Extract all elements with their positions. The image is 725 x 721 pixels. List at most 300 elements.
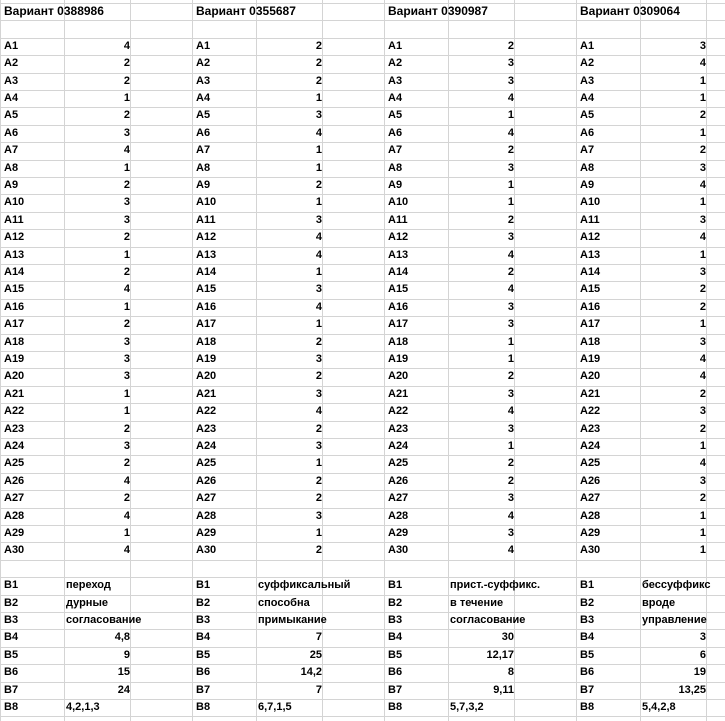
answer-value-a[interactable]: 4	[507, 283, 514, 295]
answer-value-b[interactable]: управление	[642, 614, 707, 626]
answer-value-a[interactable]: 1	[699, 318, 706, 330]
answer-value-a[interactable]: 2	[699, 144, 706, 156]
answer-label-b[interactable]: B2	[580, 597, 595, 609]
answer-label-a[interactable]: A7	[388, 144, 403, 156]
answer-label-a[interactable]: A10	[388, 196, 409, 208]
answer-label-a[interactable]: A9	[196, 179, 211, 191]
answer-label-b[interactable]: B6	[4, 666, 19, 678]
answer-value-a[interactable]: 2	[123, 75, 130, 87]
answer-value-a[interactable]: 2	[699, 301, 706, 313]
answer-value-a[interactable]: 1	[123, 405, 130, 417]
answer-label-a[interactable]: A24	[388, 440, 409, 452]
answer-value-a[interactable]: 1	[699, 440, 706, 452]
answer-value-a[interactable]: 2	[123, 231, 130, 243]
answer-label-a[interactable]: A29	[388, 527, 409, 539]
variant-title[interactable]: Вариант 0390987	[388, 4, 488, 18]
answer-value-a[interactable]: 2	[507, 457, 514, 469]
answer-value-b[interactable]: 9	[123, 649, 130, 661]
answer-label-b[interactable]: B8	[196, 701, 211, 713]
answer-label-b[interactable]: B5	[388, 649, 403, 661]
answer-label-a[interactable]: A6	[196, 127, 211, 139]
answer-label-a[interactable]: A17	[4, 318, 25, 330]
answer-label-b[interactable]: B8	[388, 701, 403, 713]
answer-value-b[interactable]: 7	[315, 631, 322, 643]
answer-value-a[interactable]: 4	[123, 144, 130, 156]
answer-label-b[interactable]: B5	[196, 649, 211, 661]
answer-value-a[interactable]: 2	[123, 318, 130, 330]
answer-value-a[interactable]: 1	[699, 249, 706, 261]
answer-value-a[interactable]: 2	[699, 388, 706, 400]
answer-value-b[interactable]: 25	[309, 649, 322, 661]
answer-label-a[interactable]: A1	[580, 40, 595, 52]
answer-value-a[interactable]: 1	[699, 527, 706, 539]
answer-value-a[interactable]: 4	[699, 231, 706, 243]
answer-label-b[interactable]: B8	[4, 701, 19, 713]
answer-label-a[interactable]: A14	[388, 266, 409, 278]
answer-label-b[interactable]: B4	[388, 631, 403, 643]
answer-label-a[interactable]: A2	[388, 57, 403, 69]
answer-value-b[interactable]: вроде	[642, 597, 676, 609]
answer-value-b[interactable]: 30	[501, 631, 514, 643]
answer-value-a[interactable]: 2	[123, 57, 130, 69]
answer-label-b[interactable]: B1	[388, 579, 403, 591]
answer-value-a[interactable]: 3	[699, 214, 706, 226]
answer-value-b[interactable]: прист.-суффикс.	[450, 579, 541, 591]
answer-value-a[interactable]: 3	[699, 162, 706, 174]
answer-label-a[interactable]: A23	[580, 423, 601, 435]
answer-label-a[interactable]: A18	[388, 336, 409, 348]
answer-label-a[interactable]: A5	[388, 109, 403, 121]
answer-value-a[interactable]: 1	[507, 353, 514, 365]
answer-value-a[interactable]: 4	[123, 544, 130, 556]
answer-value-a[interactable]: 2	[507, 144, 514, 156]
answer-value-a[interactable]: 1	[123, 92, 130, 104]
answer-label-a[interactable]: A9	[580, 179, 595, 191]
answer-label-a[interactable]: A1	[196, 40, 211, 52]
answer-label-b[interactable]: B3	[580, 614, 595, 626]
answer-label-b[interactable]: B6	[388, 666, 403, 678]
answer-label-a[interactable]: A12	[196, 231, 217, 243]
answer-label-a[interactable]: A24	[580, 440, 601, 452]
answer-label-a[interactable]: A29	[580, 527, 601, 539]
answer-value-a[interactable]: 4	[315, 231, 322, 243]
answer-label-a[interactable]: A26	[4, 475, 25, 487]
answer-label-a[interactable]: A18	[4, 336, 25, 348]
answer-value-a[interactable]: 1	[507, 179, 514, 191]
answer-label-a[interactable]: A19	[388, 353, 409, 365]
answer-label-a[interactable]: A22	[196, 405, 217, 417]
answer-label-a[interactable]: A15	[388, 283, 409, 295]
answer-value-a[interactable]: 2	[315, 423, 322, 435]
answer-value-a[interactable]: 1	[699, 510, 706, 522]
answer-value-a[interactable]: 2	[123, 457, 130, 469]
answer-label-a[interactable]: A22	[388, 405, 409, 417]
answer-value-a[interactable]: 3	[507, 231, 514, 243]
answer-value-a[interactable]: 2	[699, 492, 706, 504]
answer-label-a[interactable]: A21	[388, 388, 409, 400]
answer-label-a[interactable]: A7	[196, 144, 211, 156]
answer-value-a[interactable]: 4	[699, 57, 706, 69]
answer-value-a[interactable]: 4	[507, 249, 514, 261]
answer-label-a[interactable]: A12	[388, 231, 409, 243]
answer-label-a[interactable]: A13	[4, 249, 25, 261]
answer-value-a[interactable]: 2	[315, 370, 322, 382]
answer-label-a[interactable]: A20	[388, 370, 409, 382]
answer-value-b[interactable]: 7	[315, 684, 322, 696]
answer-value-b[interactable]: 12,17	[486, 649, 514, 661]
answer-label-a[interactable]: A4	[580, 92, 595, 104]
answer-label-a[interactable]: A19	[4, 353, 25, 365]
answer-value-a[interactable]: 3	[507, 318, 514, 330]
answer-value-b[interactable]: согласование	[450, 614, 526, 626]
answer-value-a[interactable]: 1	[123, 388, 130, 400]
answer-value-a[interactable]: 1	[507, 109, 514, 121]
answer-label-a[interactable]: A23	[196, 423, 217, 435]
answer-label-b[interactable]: B8	[580, 701, 595, 713]
answer-label-a[interactable]: A27	[580, 492, 601, 504]
answer-value-a[interactable]: 2	[507, 475, 514, 487]
answer-label-a[interactable]: A21	[580, 388, 601, 400]
answer-label-b[interactable]: B4	[4, 631, 19, 643]
answer-label-b[interactable]: B5	[580, 649, 595, 661]
answer-value-a[interactable]: 4	[315, 301, 322, 313]
answer-label-a[interactable]: A20	[196, 370, 217, 382]
answer-value-a[interactable]: 1	[315, 318, 322, 330]
answer-label-a[interactable]: A21	[196, 388, 217, 400]
answer-value-a[interactable]: 2	[315, 40, 322, 52]
answer-value-b[interactable]: 9,11	[493, 684, 514, 696]
answer-label-a[interactable]: A14	[196, 266, 217, 278]
answer-label-a[interactable]: A9	[4, 179, 19, 191]
answer-label-a[interactable]: A1	[4, 40, 19, 52]
answer-label-a[interactable]: A20	[4, 370, 25, 382]
answer-value-a[interactable]: 3	[699, 475, 706, 487]
answer-label-a[interactable]: A25	[4, 457, 25, 469]
answer-value-a[interactable]: 3	[123, 370, 130, 382]
answer-label-a[interactable]: A10	[4, 196, 25, 208]
answer-value-a[interactable]: 4	[699, 457, 706, 469]
answer-label-a[interactable]: A1	[388, 40, 403, 52]
answer-label-a[interactable]: A10	[580, 196, 601, 208]
answer-value-a[interactable]: 1	[315, 196, 322, 208]
answer-label-a[interactable]: A26	[196, 475, 217, 487]
answer-label-a[interactable]: A25	[196, 457, 217, 469]
answer-label-a[interactable]: A6	[4, 127, 19, 139]
answer-value-a[interactable]: 2	[123, 179, 130, 191]
answer-label-a[interactable]: A27	[388, 492, 409, 504]
answer-value-a[interactable]: 3	[507, 492, 514, 504]
answer-value-a[interactable]: 4	[507, 544, 514, 556]
answer-label-a[interactable]: A25	[388, 457, 409, 469]
answer-label-a[interactable]: A7	[580, 144, 595, 156]
answer-label-b[interactable]: B6	[580, 666, 595, 678]
answer-value-a[interactable]: 2	[315, 544, 322, 556]
answer-value-a[interactable]: 1	[507, 336, 514, 348]
answer-value-a[interactable]: 3	[315, 388, 322, 400]
answer-value-b[interactable]: бессуффикс	[642, 579, 711, 591]
answer-value-a[interactable]: 1	[315, 457, 322, 469]
answer-label-a[interactable]: A12	[580, 231, 601, 243]
answer-label-a[interactable]: A19	[580, 353, 601, 365]
answer-value-b[interactable]: 4,2,1,3	[66, 701, 100, 713]
answer-value-b[interactable]: 14,2	[300, 666, 322, 678]
answer-label-b[interactable]: B7	[580, 684, 595, 696]
answer-value-a[interactable]: 1	[507, 440, 514, 452]
answer-label-a[interactable]: A18	[196, 336, 217, 348]
answer-label-a[interactable]: A3	[196, 75, 211, 87]
answer-label-a[interactable]: A3	[580, 75, 595, 87]
answer-value-b[interactable]: согласование	[66, 614, 142, 626]
answer-value-b[interactable]: 24	[117, 684, 130, 696]
answer-label-a[interactable]: A11	[388, 214, 408, 226]
answer-value-a[interactable]: 3	[123, 127, 130, 139]
answer-value-b[interactable]: в течение	[450, 597, 504, 609]
answer-label-a[interactable]: A4	[4, 92, 19, 104]
answer-label-b[interactable]: B2	[388, 597, 403, 609]
answer-label-a[interactable]: A2	[580, 57, 595, 69]
answer-label-a[interactable]: A10	[196, 196, 217, 208]
answer-value-a[interactable]: 4	[699, 353, 706, 365]
answer-value-b[interactable]: 5,7,3,2	[450, 701, 484, 713]
answer-value-a[interactable]: 3	[699, 40, 706, 52]
answer-label-a[interactable]: A25	[580, 457, 601, 469]
answer-value-b[interactable]: 5,4,2,8	[642, 701, 676, 713]
answer-value-a[interactable]: 2	[507, 370, 514, 382]
answer-value-a[interactable]: 3	[315, 214, 322, 226]
answer-value-a[interactable]: 1	[123, 527, 130, 539]
answer-label-a[interactable]: A19	[196, 353, 217, 365]
answer-value-a[interactable]: 2	[507, 214, 514, 226]
answer-value-b[interactable]: 8	[507, 666, 514, 678]
answer-label-a[interactable]: A5	[580, 109, 595, 121]
answer-label-a[interactable]: A8	[580, 162, 595, 174]
answer-label-b[interactable]: B3	[4, 614, 19, 626]
answer-value-a[interactable]: 4	[699, 179, 706, 191]
answer-label-b[interactable]: B4	[580, 631, 595, 643]
answer-label-a[interactable]: A23	[4, 423, 25, 435]
answer-label-b[interactable]: B1	[4, 579, 19, 591]
answer-value-b[interactable]: 6,7,1,5	[258, 701, 292, 713]
answer-label-a[interactable]: A15	[196, 283, 217, 295]
answer-label-b[interactable]: B7	[196, 684, 211, 696]
answer-value-a[interactable]: 2	[699, 423, 706, 435]
answer-value-a[interactable]: 3	[507, 57, 514, 69]
answer-label-b[interactable]: B7	[4, 684, 19, 696]
answer-value-a[interactable]: 3	[123, 353, 130, 365]
answer-label-a[interactable]: A13	[196, 249, 217, 261]
answer-label-a[interactable]: A24	[196, 440, 217, 452]
answer-value-a[interactable]: 1	[507, 196, 514, 208]
answer-label-a[interactable]: A8	[388, 162, 403, 174]
answer-value-a[interactable]: 3	[315, 283, 322, 295]
answer-label-b[interactable]: B3	[388, 614, 403, 626]
answer-label-b[interactable]: B3	[196, 614, 211, 626]
answer-value-b[interactable]: дурные	[66, 597, 108, 609]
answer-label-a[interactable]: A30	[580, 544, 601, 556]
answer-label-a[interactable]: A5	[4, 109, 19, 121]
answer-value-a[interactable]: 2	[315, 492, 322, 504]
answer-value-a[interactable]: 2	[315, 179, 322, 191]
answer-label-b[interactable]: B1	[580, 579, 595, 591]
answer-value-a[interactable]: 1	[699, 127, 706, 139]
answer-value-b[interactable]: примыкание	[258, 614, 327, 626]
answer-value-b[interactable]: 4,8	[114, 631, 130, 643]
answer-label-a[interactable]: A29	[196, 527, 217, 539]
answer-value-a[interactable]: 3	[123, 440, 130, 452]
answer-value-a[interactable]: 2	[315, 57, 322, 69]
variant-title[interactable]: Вариант 0355687	[196, 4, 296, 18]
answer-label-a[interactable]: A30	[388, 544, 409, 556]
answer-value-a[interactable]: 2	[315, 75, 322, 87]
answer-value-a[interactable]: 2	[123, 109, 130, 121]
answer-label-a[interactable]: A11	[196, 214, 216, 226]
answer-value-b[interactable]: 13,25	[678, 684, 706, 696]
answer-value-a[interactable]: 1	[123, 162, 130, 174]
answer-value-a[interactable]: 3	[507, 423, 514, 435]
answer-label-a[interactable]: A27	[196, 492, 217, 504]
answer-label-b[interactable]: B5	[4, 649, 19, 661]
answer-value-a[interactable]: 2	[123, 492, 130, 504]
answer-label-a[interactable]: A28	[4, 510, 25, 522]
answer-label-a[interactable]: A28	[580, 510, 601, 522]
answer-value-a[interactable]: 3	[315, 109, 322, 121]
answer-value-a[interactable]: 3	[123, 336, 130, 348]
answer-value-a[interactable]: 3	[507, 388, 514, 400]
answer-label-a[interactable]: A22	[4, 405, 25, 417]
answer-label-a[interactable]: A11	[580, 214, 600, 226]
answer-label-a[interactable]: A16	[388, 301, 409, 313]
answer-label-a[interactable]: A3	[388, 75, 403, 87]
answer-label-a[interactable]: A21	[4, 388, 25, 400]
answer-label-a[interactable]: A16	[4, 301, 25, 313]
answer-value-a[interactable]: 3	[123, 214, 130, 226]
answer-label-a[interactable]: A18	[580, 336, 601, 348]
answer-label-a[interactable]: A8	[196, 162, 211, 174]
answer-value-a[interactable]: 4	[123, 283, 130, 295]
answer-value-a[interactable]: 1	[699, 196, 706, 208]
answer-value-a[interactable]: 4	[315, 405, 322, 417]
answer-value-a[interactable]: 4	[315, 127, 322, 139]
answer-value-a[interactable]: 3	[315, 353, 322, 365]
answer-label-a[interactable]: A29	[4, 527, 25, 539]
answer-value-a[interactable]: 1	[699, 75, 706, 87]
answer-value-a[interactable]: 4	[123, 40, 130, 52]
answer-label-a[interactable]: A12	[4, 231, 25, 243]
answer-label-a[interactable]: A2	[196, 57, 211, 69]
answer-label-a[interactable]: A14	[4, 266, 25, 278]
answer-value-a[interactable]: 4	[315, 249, 322, 261]
answer-value-a[interactable]: 3	[507, 527, 514, 539]
answer-value-a[interactable]: 3	[699, 336, 706, 348]
answer-value-a[interactable]: 1	[699, 92, 706, 104]
answer-label-b[interactable]: B6	[196, 666, 211, 678]
answer-label-a[interactable]: A8	[4, 162, 19, 174]
answer-label-a[interactable]: A4	[388, 92, 403, 104]
answer-label-a[interactable]: A15	[580, 283, 601, 295]
answer-value-a[interactable]: 1	[315, 144, 322, 156]
answer-value-b[interactable]: переход	[66, 579, 111, 591]
answer-value-a[interactable]: 4	[507, 92, 514, 104]
answer-label-b[interactable]: B1	[196, 579, 211, 591]
answer-label-a[interactable]: A6	[388, 127, 403, 139]
answer-label-a[interactable]: A6	[580, 127, 595, 139]
answer-label-a[interactable]: A7	[4, 144, 19, 156]
variant-title[interactable]: Вариант 0388986	[4, 4, 104, 18]
answer-value-a[interactable]: 3	[123, 196, 130, 208]
variant-title[interactable]: Вариант 0309064	[580, 4, 680, 18]
answer-value-b[interactable]: способна	[258, 597, 310, 609]
answer-value-a[interactable]: 1	[315, 162, 322, 174]
answer-value-a[interactable]: 4	[123, 475, 130, 487]
answer-value-a[interactable]: 1	[699, 544, 706, 556]
answer-value-a[interactable]: 2	[507, 266, 514, 278]
answer-value-a[interactable]: 3	[699, 266, 706, 278]
answer-value-a[interactable]: 2	[507, 40, 514, 52]
answer-value-b[interactable]: 6	[699, 649, 706, 661]
answer-value-b[interactable]: 3	[699, 631, 706, 643]
answer-label-a[interactable]: A26	[388, 475, 409, 487]
answer-value-a[interactable]: 2	[123, 266, 130, 278]
answer-label-a[interactable]: A5	[196, 109, 211, 121]
answer-label-a[interactable]: A13	[580, 249, 601, 261]
answer-value-a[interactable]: 4	[699, 370, 706, 382]
answer-value-a[interactable]: 4	[507, 127, 514, 139]
answer-label-a[interactable]: A17	[580, 318, 601, 330]
answer-label-a[interactable]: A26	[580, 475, 601, 487]
answer-value-a[interactable]: 2	[315, 475, 322, 487]
answer-label-a[interactable]: A9	[388, 179, 403, 191]
answer-label-a[interactable]: A2	[4, 57, 19, 69]
answer-value-a[interactable]: 1	[315, 527, 322, 539]
answer-label-a[interactable]: A20	[580, 370, 601, 382]
answer-value-a[interactable]: 2	[699, 283, 706, 295]
answer-value-a[interactable]: 3	[507, 162, 514, 174]
answer-value-a[interactable]: 1	[123, 301, 130, 313]
answer-value-a[interactable]: 3	[507, 301, 514, 313]
answer-value-a[interactable]: 3	[507, 75, 514, 87]
answer-value-b[interactable]: 15	[117, 666, 130, 678]
answer-value-a[interactable]: 3	[315, 440, 322, 452]
answer-label-a[interactable]: A16	[580, 301, 601, 313]
answer-label-a[interactable]: A27	[4, 492, 25, 504]
answer-label-b[interactable]: B4	[196, 631, 211, 643]
answer-label-a[interactable]: A4	[196, 92, 211, 104]
answer-label-a[interactable]: A23	[388, 423, 409, 435]
answer-label-a[interactable]: A14	[580, 266, 601, 278]
answer-value-a[interactable]: 1	[315, 266, 322, 278]
answer-label-a[interactable]: A11	[4, 214, 24, 226]
answer-label-b[interactable]: B7	[388, 684, 403, 696]
answer-value-a[interactable]: 4	[507, 405, 514, 417]
answer-value-a[interactable]: 3	[699, 405, 706, 417]
answer-value-a[interactable]: 1	[315, 92, 322, 104]
answer-label-a[interactable]: A24	[4, 440, 25, 452]
answer-label-a[interactable]: A13	[388, 249, 409, 261]
answer-value-a[interactable]: 2	[699, 109, 706, 121]
answer-label-a[interactable]: A30	[196, 544, 217, 556]
answer-value-a[interactable]: 4	[507, 510, 514, 522]
answer-label-a[interactable]: A17	[196, 318, 217, 330]
answer-label-b[interactable]: B2	[196, 597, 211, 609]
answer-value-a[interactable]: 1	[123, 249, 130, 261]
answer-label-a[interactable]: A22	[580, 405, 601, 417]
answer-label-a[interactable]: A3	[4, 75, 19, 87]
answer-value-b[interactable]: 19	[693, 666, 706, 678]
answer-label-a[interactable]: A16	[196, 301, 217, 313]
answer-label-a[interactable]: A30	[4, 544, 25, 556]
answer-label-b[interactable]: B2	[4, 597, 19, 609]
answer-value-b[interactable]: суффиксальный	[258, 579, 351, 591]
